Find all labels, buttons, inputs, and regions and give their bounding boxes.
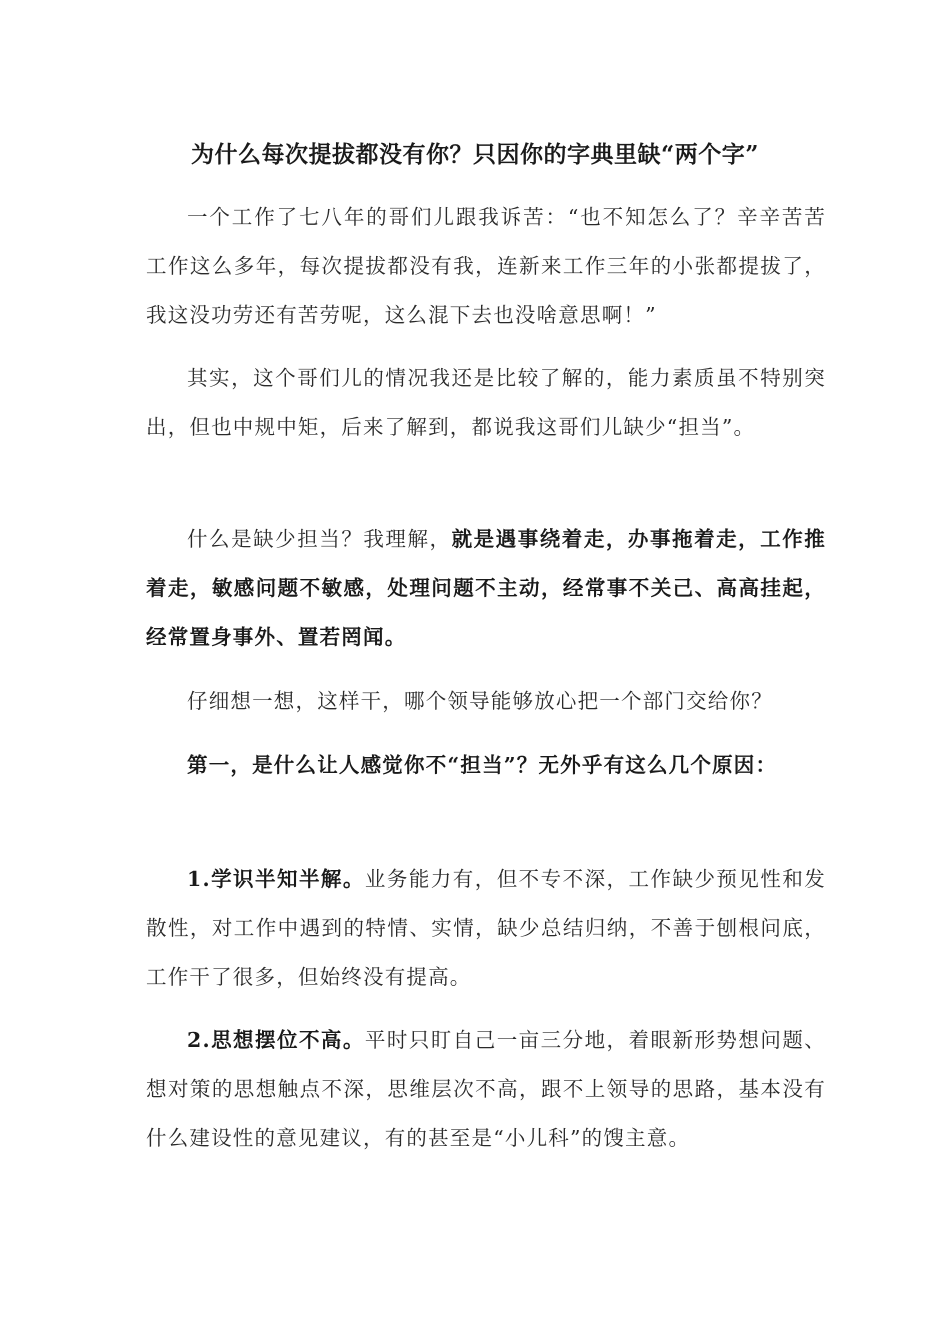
list-item-2-title: 2.思想摆位不高。 (187, 1028, 365, 1052)
paragraph-question: 仔细想一想，这样干，哪个领导能够放心把一个部门交给你？ (187, 689, 773, 713)
list-item-2-body: 平时只盯自己一亩三分地，着眼新形势想问题、想对策的思想触点不深，思维层次不高，跟不上领导的思路，基本没有什么建设性的意见建议，有的甚至是“小儿科”的馊主意。 (146, 1028, 826, 1150)
section-heading-1: 第一，是什么让人感觉你不“担当”？无外乎有这么几个原因： (187, 753, 778, 777)
paragraph-definition (146, 515, 826, 662)
list-item-2 (146, 1016, 826, 1163)
definition-lead: 什么是缺少担当？我理解， (187, 527, 452, 551)
list-item-1 (146, 855, 826, 1002)
list-item-1-title: 1.学识半知半解。 (187, 867, 365, 891)
paragraph-complaint: 一个工作了七八年的哥们儿跟我诉苦：“也不知怎么了？辛辛苦苦工作这么多年，每次提拔都没有我，连新来工作三年的小张都提拔了，我这没功劳还有苦劳呢，这么混下去也没啥意思啊！” (146, 205, 826, 327)
paragraph-background: 其实，这个哥们儿的情况我还是比较了解的，能力素质虽不特别突出，但也中规中矩，后来了解到，都说我这哥们儿缺少“担当”。 (146, 366, 826, 439)
list-item-1-body: 业务能力有，但不专不深，工作缺少预见性和发散性，对工作中遇到的特情、实情，缺少总结归纳，不善于刨根问底，工作干了很多，但始终没有提高。 (146, 867, 826, 989)
article-title: 为什么每次提拔都没有你？只因你的字典里缺“两个字” (191, 141, 759, 168)
definition-emphasis: 就是遇事绕着走，办事拖着走，工作推着走，敏感问题不敏感，处理问题不主动，经常事不关己、高高挂起，经常置身事外、置若罔闻。 (146, 527, 826, 649)
